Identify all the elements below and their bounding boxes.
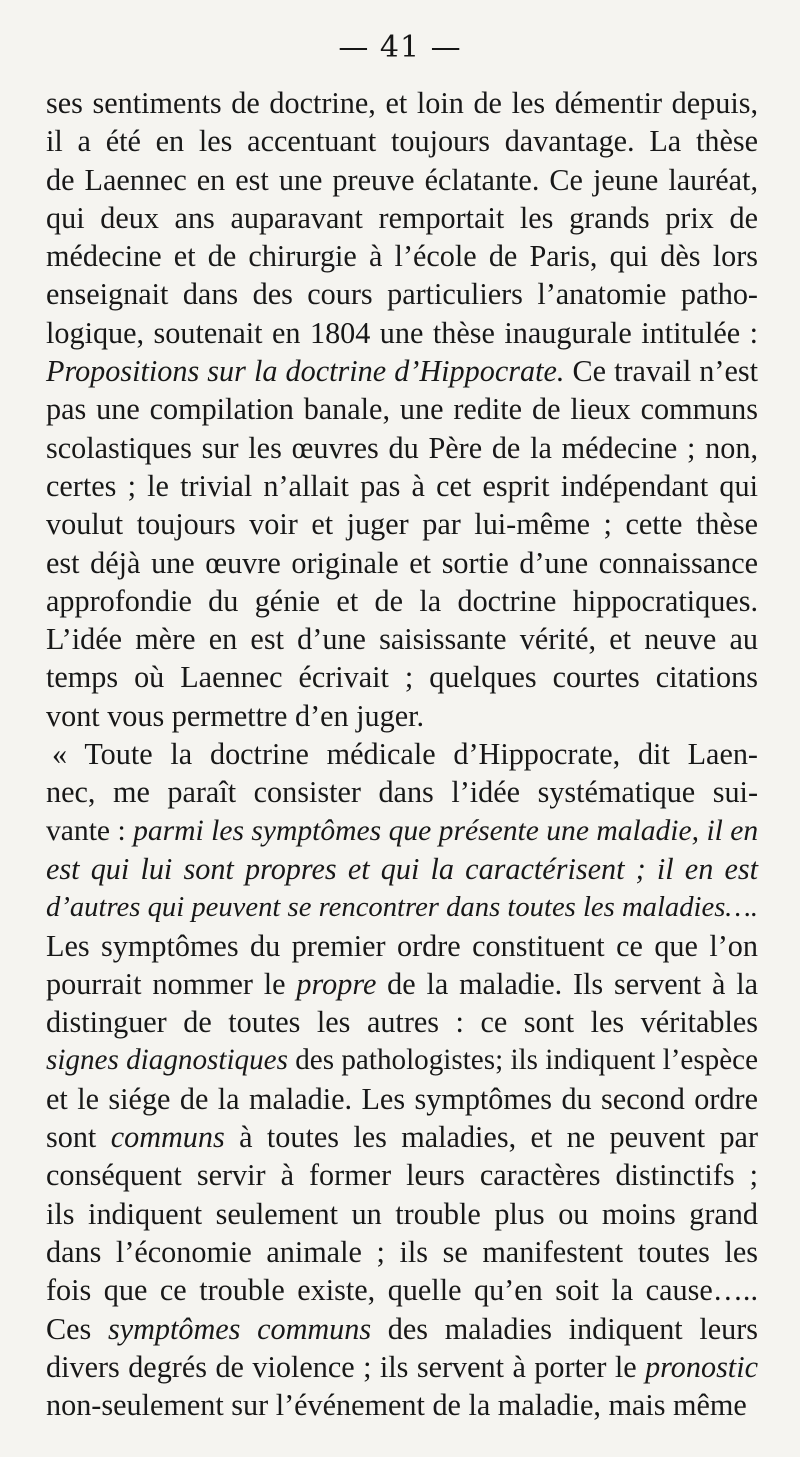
text-segment: pas une compilation banale, une redite de lieux communs — [46, 392, 758, 427]
text-line — [46, 965, 758, 1003]
text-line — [46, 352, 758, 390]
italic-text: communs — [110, 1120, 225, 1155]
text-segment: des pathologistes; ils indiquent l’espèce — [287, 1044, 758, 1077]
text-segment: scolastiques sur les œuvres du Père de la médecine ; non, — [46, 430, 758, 465]
text-segment: nec, me paraît consister dans l’idée systématique sui- — [46, 775, 758, 810]
text-segment: logique, soutenait en 1804 une thèse inaugurale intitulée : — [46, 315, 758, 350]
italic-text: signes diagnostiques — [46, 1044, 288, 1077]
text-segment: conséquent servir à former leurs caractères distinctifs ; — [46, 1158, 758, 1193]
text-segment: voulut toujours voir et juger par lui-même ; cette thèse — [46, 507, 758, 542]
text-line — [46, 888, 758, 926]
text-line — [46, 429, 758, 467]
text-line — [46, 84, 758, 122]
text-segment: ils indiquent seulement un trouble plus ou moins grand — [46, 1196, 758, 1231]
text-segment: non-seulement sur l’événement de la maladie, mais même — [46, 1388, 747, 1423]
italic-text: pronostic — [645, 1349, 758, 1384]
italic-text: parmi les symptômes que présente une maladie, il en — [133, 814, 759, 847]
text-segment: distinguer de toutes les autres : ce sont les véritables — [46, 1005, 758, 1040]
text-segment: de la maladie. Ils servent à la — [376, 966, 758, 1001]
text-segment: est déjà une œuvre originale et sortie d’une connaissance — [46, 545, 758, 580]
text-line — [46, 582, 758, 620]
text-segment: de Laennec en est une preuve éclatante. Ce jeune lauréat, — [46, 162, 758, 197]
text-segment: Ces — [46, 1311, 108, 1346]
text-line — [46, 1271, 758, 1309]
text-line — [46, 122, 758, 160]
text-segment: certes ; le trivial n’allait pas à cet esprit indépendant qui — [46, 468, 758, 503]
text-line — [46, 1003, 758, 1041]
text-line — [46, 773, 758, 811]
italic-text: d’autres qui peuvent se rencontrer dans toutes les maladies…. — [46, 891, 758, 924]
text-line — [46, 1041, 758, 1079]
italic-text: propre — [296, 966, 377, 1001]
text-segment: qui deux ans auparavant remportait les grands prix de — [46, 200, 758, 235]
text-segment: approfondie du génie et de la doctrine hippocratiques. — [46, 583, 758, 618]
text-line — [46, 735, 758, 773]
text-line — [46, 620, 758, 658]
text-segment: « Toute la doctrine médicale d’Hippocrate, dit Laen- — [52, 737, 758, 772]
text-segment: vante : — [46, 814, 134, 847]
text-segment: L’idée mère en est d’une saisissante vérité, et neuve au — [46, 622, 758, 657]
text-line — [46, 927, 758, 965]
text-line — [46, 505, 758, 543]
text-segment: et le siége de la maladie. Les symptômes du second ordre — [46, 1081, 758, 1116]
text-line — [46, 467, 758, 505]
text-line — [46, 161, 758, 199]
text-line — [46, 1348, 758, 1386]
text-segment: des maladies indiquent leurs — [371, 1311, 759, 1346]
text-segment: médecine et de chirurgie à l’école de Paris, qui dès lors — [46, 239, 758, 274]
text-segment: Ce travail n’est — [564, 354, 758, 389]
text-line — [46, 1233, 758, 1271]
text-line — [46, 237, 758, 275]
text-line — [46, 1386, 758, 1424]
text-line — [46, 1310, 758, 1348]
text-line — [46, 697, 758, 735]
text-segment: fois que ce trouble existe, quelle qu’en soit la cause….. — [46, 1273, 758, 1308]
text-segment: vont vous permettre d’en juger. — [46, 698, 425, 733]
body-text — [46, 84, 758, 1424]
text-segment: enseignait dans des cours particuliers l’anatomie patho- — [46, 277, 758, 312]
italic-text: Propositions sur la doctrine d’Hippocrate. — [46, 354, 565, 389]
text-segment: pourrait nommer le — [46, 966, 297, 1001]
text-segment: dans l’économie animale ; ils se manifestent toutes les — [46, 1234, 758, 1269]
text-line — [46, 199, 758, 237]
text-line — [46, 544, 758, 582]
italic-text: est qui lui sont propres et qui la caractérisent ; il en est — [46, 851, 758, 886]
text-line — [46, 390, 758, 428]
text-segment: il a été en les accentuant toujours davantage. La thèse — [46, 124, 758, 159]
text-segment: à toutes les maladies, et ne peuvent par — [224, 1120, 758, 1155]
text-segment: divers degrés de violence ; ils servent à porter le — [46, 1349, 646, 1384]
text-segment: temps où Laennec écrivait ; quelques courtes citations — [46, 660, 758, 695]
text-line — [46, 1156, 758, 1194]
text-line — [46, 812, 758, 850]
italic-text: symptômes communs — [107, 1311, 372, 1346]
text-line — [46, 1080, 758, 1118]
text-line — [46, 1118, 758, 1156]
text-line — [46, 275, 758, 313]
page-number: — 41 — — [338, 30, 462, 65]
text-segment: Les symptômes du premier ordre constituent ce que l’on — [46, 928, 758, 963]
text-line — [46, 850, 758, 888]
text-segment: ses sentiments de doctrine, et loin de les démentir depuis, — [46, 86, 758, 120]
text-line — [46, 658, 758, 696]
text-line — [46, 314, 758, 352]
text-segment: sont — [46, 1120, 111, 1155]
text-line — [46, 1195, 758, 1233]
